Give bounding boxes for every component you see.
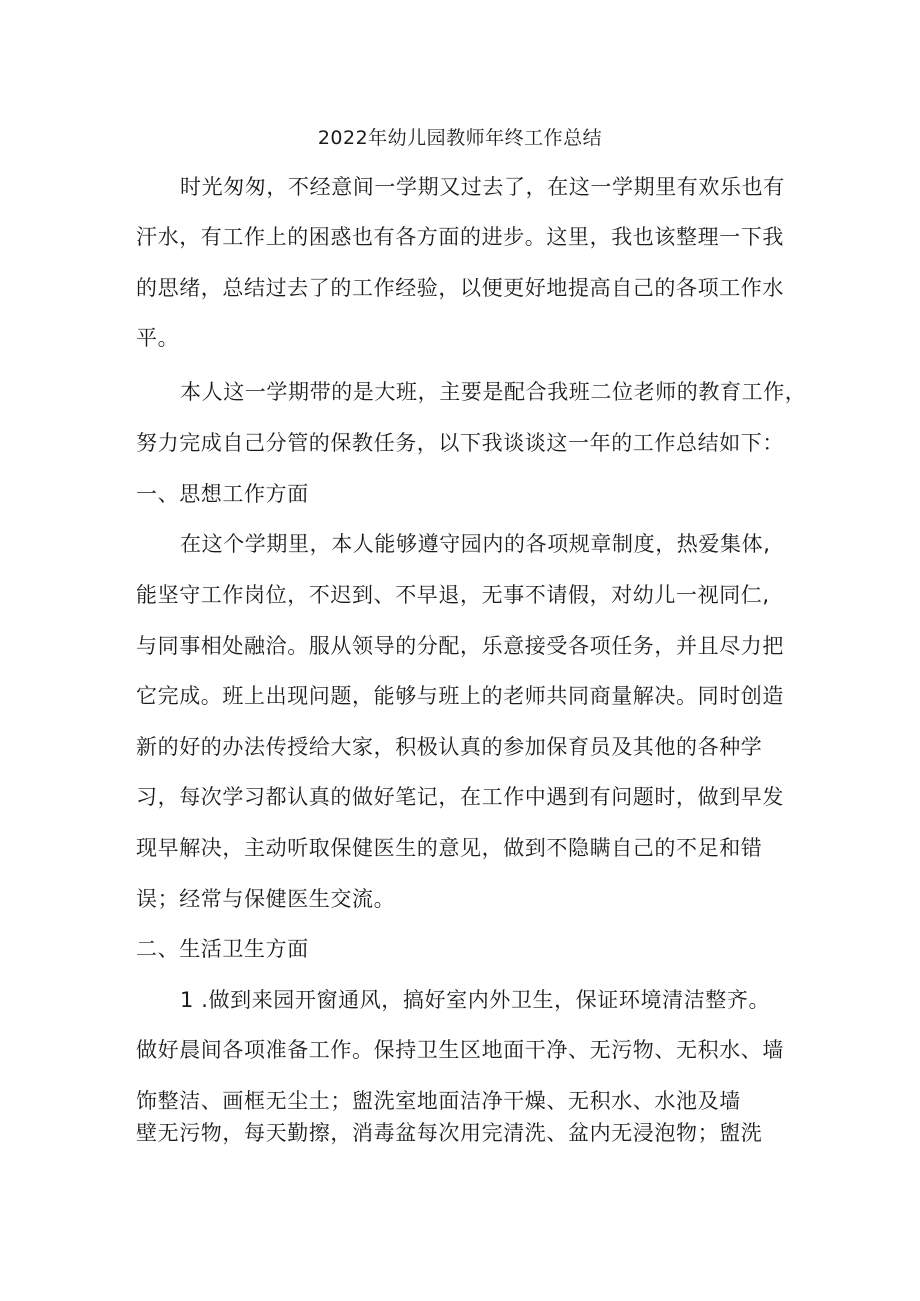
- paragraph-line: 时光匆匆，不经意间一学期又过去了，在这一学期里有欢乐也有: [180, 175, 785, 199]
- paragraph-line: 本人这一学期带的是大班，主要是配合我班二位老师的教育工作，: [180, 380, 807, 404]
- paragraph-line: 现早解决，主动听取保健医生的意见，做到不隐瞒自己的不足和错: [136, 836, 763, 860]
- paragraph-line: 与同事相处融洽。服从领导的分配，乐意接受各项任务，并且尽力把: [136, 634, 784, 658]
- paragraph-line: 饰整洁、画框无尘土；盥洗室地面洁净干燥、无积水、水池及墙: [136, 1089, 741, 1113]
- paragraph-line: 的思绪，总结过去了的工作经验，以便更好地提高自己的各项工作水: [136, 276, 784, 300]
- paragraph-line: 做好晨间各项准备工作。保持卫生区地面干净、无污物、无积水、墙: [136, 1038, 784, 1062]
- section-heading: 一、思想工作方面: [136, 482, 309, 506]
- section-heading: 二、生活卫生方面: [136, 937, 309, 961]
- paragraph-line: 汗水，有工作上的困惑也有各方面的进步。这里，我也该整理一下我: [136, 225, 784, 249]
- document-title: 2022年幼儿园教师年终工作总结: [317, 127, 603, 149]
- paragraph-line: 努力完成自己分管的保教任务，以下我谈谈这一年的工作总结如下：: [136, 431, 784, 455]
- paragraph-line: 1 .做到来园开窗通风，搞好室内外卫生，保证环境清洁整齐。: [180, 988, 771, 1012]
- paragraph-line: 在这个学期里，本人能够遵守园内的各项规章制度，热爱集体,: [180, 532, 771, 556]
- paragraph-line: 习，每次学习都认真的做好笔记，在工作中遇到有问题时，做到早发: [136, 785, 784, 809]
- paragraph-line: 误；经常与保健医生交流。: [136, 887, 396, 911]
- paragraph-line: 新的好的办法传授给大家，积极认真的参加保育员及其他的各种学: [136, 735, 763, 759]
- paragraph-line: 能坚守工作岗位，不迟到、不早退，无事不请假，对幼儿一视同仁,: [136, 583, 770, 607]
- paragraph-line: 壁无污物，每天勤擦，消毒盆每次用完清洗、盆内无浸泡物；盥洗: [136, 1121, 763, 1145]
- paragraph-line: 它完成。班上出现问题，能够与班上的老师共同商量解决。同时创造: [136, 684, 784, 708]
- paragraph-line: 平。: [136, 326, 180, 350]
